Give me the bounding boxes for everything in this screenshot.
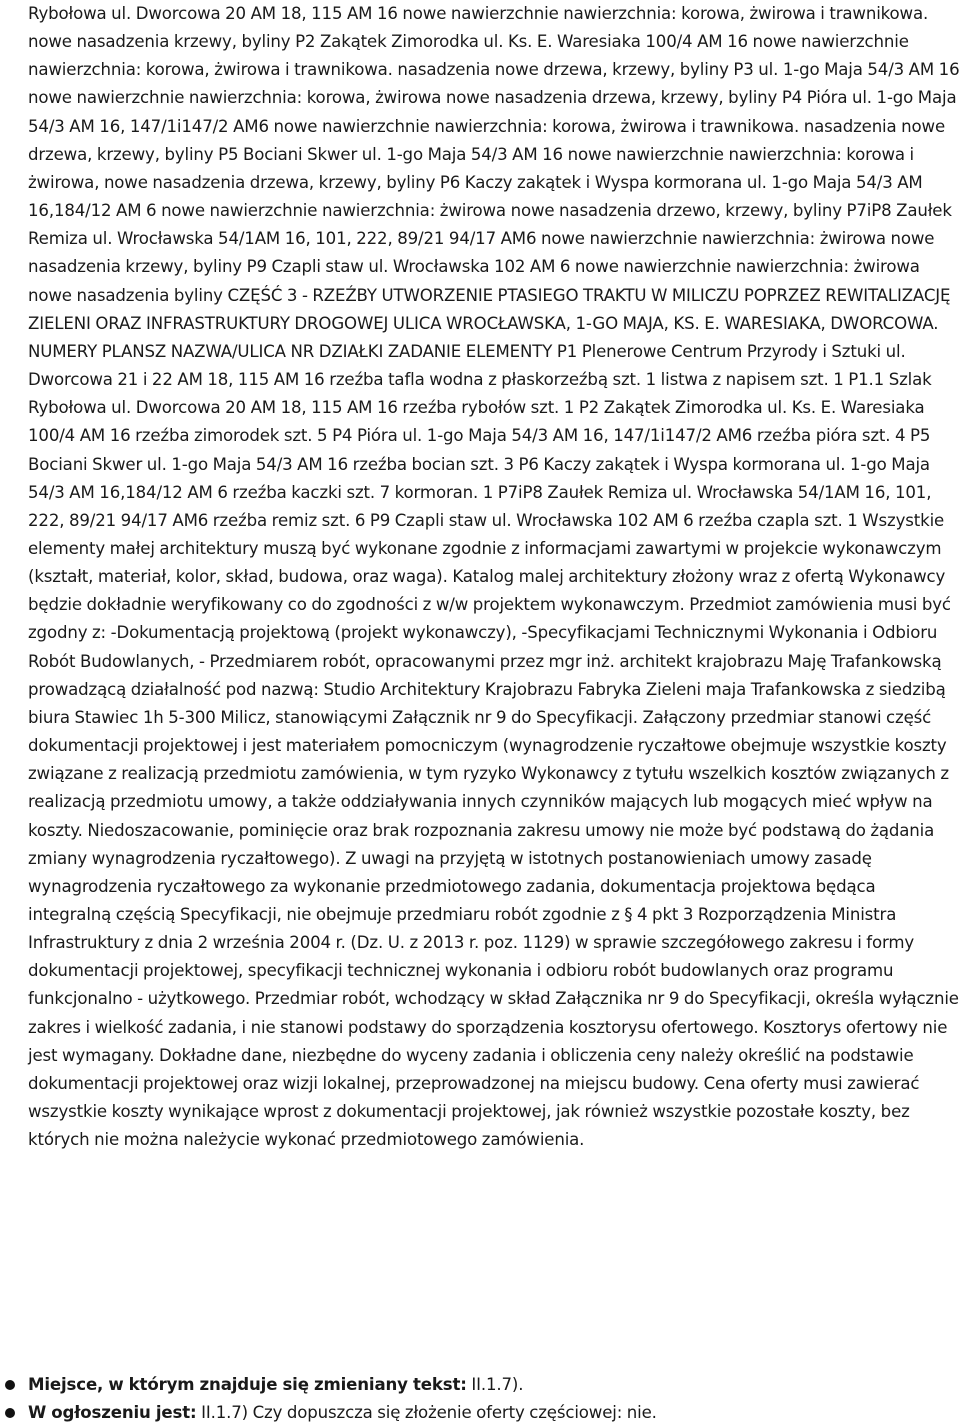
list-item-label: W ogłoszeniu jest: xyxy=(28,1403,197,1423)
body-paragraph: Rybołowa ul. Dworcowa 20 AM 18, 115 AM 16 nowe nawierzchnie nawierzchnia: korowa, żwirowa i trawnikowa. nowe nasadzenia krzewy, byliny P2 Zakątek Zimorodka ul. Ks. E. Waresiaka 100/4 AM 16 nowe nawierzchnie nawierzchnia: korowa, żwirowa i trawnikowa. nasadzenia nowe drzewa, krzewy, byliny P3 ul. 1-go Maja 54/3 AM 16 nowe nawierzchnie nawierzchnia: korowa, żwirowa nowe nasadzenia drzewa, krzewy, byliny P4 Pióra ul. 1-go Maja 54/3 AM 16, 147/1i147/2 AM6 nowe nawierzchnie nawierzchnia: korowa, żwirowa i trawnikowa. nasadzenia nowe drzewa, krzewy, byliny P5 Bociani Skwer ul. 1-go Maja 54/3 AM 16 nowe nawierzchnie nawierzchnia: korowa i żwirowa, nowe nasadzenia drzewa, krzewy, byliny P6 Kaczy zakątek i Wyspa kormorana ul. 1-go Maja 54/3 AM 16,184/12 AM 6 nowe nawierzchnie nawierzchnia: żwirowa nowe nasadzenia drzewo, krzewy, byliny P7iP8 Zaułek Remiza ul. Wrocławska 54/1AM 16, 101, 222, 89/21 94/17 AM6 nowe nawierzchnie nawierzchnia: żwirowa nowe nasadzenia krzewy, byliny P9 Czapli staw ul. Wrocławska 102 AM 6 nowe nawierzchnie nawierzchnia: żwirowa nowe nasadzenia byliny CZĘŚĆ 3 - RZEŹBY UTWORZENIE PTASIEGO TRAKTU W MILICZU POPRZEZ REWITALIZACJĘ ZIELENI ORAZ INFRASTRUKTURY DROGOWEJ ULICA WROCŁAWSKA, 1-GO MAJA, KS. E. WARESIAKA, DWORCOWA. NUMERY PLANSZ NAZWA/ULICA NR DZIAŁKI ZADANIE ELEMENTY P1 Plenerowe Centrum Przyrody i Sztuki ul. Dworcowa 21 i 22 AM 18, 115 AM 16 rzeźba tafla wodna z płaskorzeźbą szt. 1 listwa z napisem szt. 1 P1.1 Szlak Rybołowa ul. Dworcowa 20 AM 18, 115 AM 16 rzeźba rybołów szt. 1 P2 Zakątek Zimorodka ul. Ks. E. Waresiaka 100/4 AM 16 rzeźba zimorodek szt. 5 P4 Pióra ul. 1-go Maja 54/3 AM 16, 147/1i147/2 AM6 rzeźba pióra szt. 4 P5 Bociani Skwer ul. 1-go Maja 54/3 AM 16 rzeźba bocian szt. 3 P6 Kaczy zakątek i Wyspa kormorana ul. 1-go Maja 54/3 AM 16,184/12 AM 6 rzeźba kaczki szt. 7 kormoran. 1 P7iP8 Zaułek Remiza ul. Wrocławska 54/1AM 16, 101, 222, 89/21 94/17 AM6 rzeźba remiz szt. 6 P9 Czapli staw ul. Wrocławska 102 AM 6 rzeźba czapla szt. 1 Wszystkie elementy małej architektury muszą być wykonane zgodnie z informacjami zawartymi w projekcie wykonawczym (kształt, materiał, kolor, skład, budowa, oraz waga). Katalog malej architektury złożony wraz z ofertą Wykonawcy będzie dokładnie weryfikowany co do zgodności z w/w projektem wykonawczym. Przedmiot zamówienia musi być zgodny z: -Dokumentacją projektową (projekt wykonawczy), -Specyfikacjami Technicznymi Wykonania i Odbioru Robót Budowlanych, - Przedmiarem robót, opracowanymi przez mgr inż. architekt krajobrazu Maję Trafankowską prowadzącą działalność pod nazwą: Studio Architektury Krajobrazu Fabryka Zieleni maja Trafankowska z siedzibą biura Stawiec 1h 5-300 Milicz, stanowiącymi Załącznik nr 9 do Specyfikacji. Załączony przedmiar stanowi część dokumentacji projektowej i jest materiałem pomocniczym (wynagrodzenie ryczałtowe obejmuje wszystkie koszty związane z realizacją przedmiotu zamówienia, w tym ryzyko Wykonawcy z tytułu wszelkich kosztów związanych z realizacją przedmiotu umowy, a także oddziaływania innych czynników mających lub mogących mieć wpływ na koszty. Niedoszacowanie, pominięcie oraz brak rozpoznania zakresu umowy nie może być podstawą do żądania zmiany wynagrodzenia ryczałtowego). Z uwagi na przyjętą w istotnych postanowieniach umowy zasadę wynagrodzenia ryczałtowego za wykonanie przedmiotowego zadania, dokumentacja projektowa będąca integralną częścią Specyfikacji, nie obejmuje przedmiaru robót zgodnie z § 4 pkt 3 Rozporządzenia Ministra Infrastruktury z dnia 2 września 2004 r. (Dz. U. z 2013 r. poz. 1129) w sprawie szczegółowego zakresu i formy dokumentacji projektowej, specyfikacji technicznej wykonania i odbioru robót budowlanych oraz programu funkcjonalno - użytkowego. Przedmiar robót, wchodzący w skład Załącznika nr 9 do Specyfikacji, określa wyłącznie zakres i wielkość zadania, i nie stanowi podstawy do sporządzenia kosztorysu ofertowego. Kosztorys ofertowy nie jest wymagany. Dokładne dane, niezbędne do wyceny zadania i obliczenia ceny należy określić na podstawie dokumentacji projektowej oraz wizji lokalnej, przeprowadzonej na miejscu budowy. Cena oferty musi zawierać wszystkie koszty wynikające wprost z dokumentacji projektowej, jak również wszystkie pozostałe koszty, bez których nie można należycie wykonać przedmiotowego zamówienia. xyxy=(28,4,960,1150)
list-item xyxy=(28,1371,960,1399)
document-page xyxy=(28,0,960,1423)
list-item xyxy=(28,1399,960,1427)
bullet-icon xyxy=(5,1380,15,1390)
list-item-label: Miejsce, w którym znajduje się zmieniany tekst: xyxy=(28,1375,467,1394)
list-item-value: II.1.7). xyxy=(466,1375,524,1394)
change-notice-list xyxy=(28,1371,960,1427)
list-item-value: II.1.7) Czy dopuszcza się złożenie oferty częściowej: nie. xyxy=(196,1403,657,1423)
bullet-icon xyxy=(5,1408,15,1418)
